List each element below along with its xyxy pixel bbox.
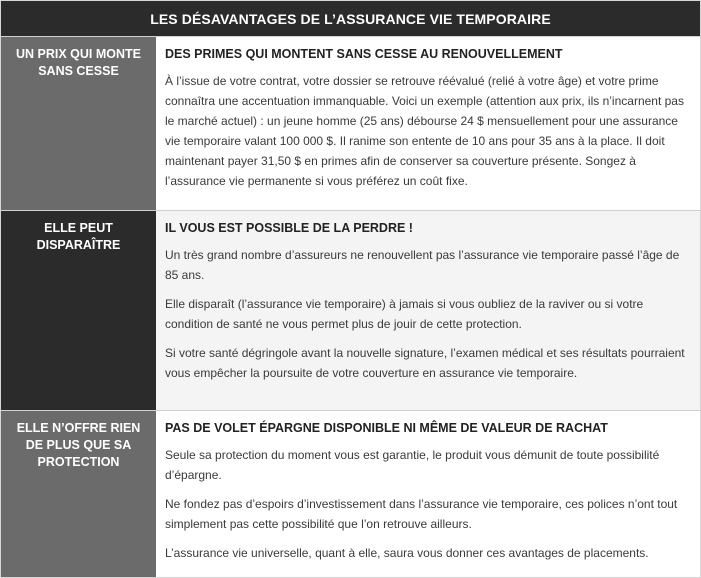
row-label: ELLE PEUT DISPARAÎTRE xyxy=(1,211,156,410)
row-label: UN PRIX QUI MONTE SANS CESSE xyxy=(1,37,156,210)
row-heading: DES PRIMES QUI MONTENT SANS CESSE AU RENOUVELLEMENT xyxy=(165,47,563,61)
row-paragraph: Ne fondez pas d’espoirs d’investissement dans l’assurance vie temporaire, ces polices n’ont tout simplement pas cette possibilité que l’on retrouve ailleurs. xyxy=(165,497,678,531)
table-row xyxy=(1,210,700,410)
table-title: LES DÉSAVANTAGES DE L’ASSURANCE VIE TEMPORAIRE xyxy=(1,1,700,36)
row-heading: PAS DE VOLET ÉPARGNE DISPONIBLE NI MÊME DE VALEUR DE RACHAT xyxy=(165,421,608,435)
row-content xyxy=(156,211,700,410)
row-label: ELLE N’OFFRE RIEN DE PLUS QUE SA PROTECTION xyxy=(1,411,156,577)
row-content xyxy=(156,411,700,577)
row-heading: IL VOUS EST POSSIBLE DE LA PERDRE ! xyxy=(165,221,413,235)
table-row xyxy=(1,36,700,210)
table-row xyxy=(1,410,700,577)
row-paragraph: Elle disparaît (l’assurance vie temporaire) à jamais si vous oubliez de la raviver ou si votre condition de santé ne vous permet plus de jouir de cette protection. xyxy=(165,297,644,331)
row-paragraph: L’assurance vie universelle, quant à elle, saura vous donner ces avantages de placements. xyxy=(165,546,649,560)
row-paragraph: Un très grand nombre d’assureurs ne renouvellent pas l’assurance vie temporaire passé l’âge de 85 ans. xyxy=(165,248,680,282)
row-paragraph: Seule sa protection du moment vous est garantie, le produit vous démunit de toute possibilité d’épargne. xyxy=(165,448,660,482)
row-content xyxy=(156,37,700,210)
row-paragraph: À l’issue de votre contrat, votre dossier se retrouve réévalué (relié à votre âge) et votre prime connaîtra une accentuation immanquable. Voici un exemple (attention aux prix, ils n’incarnent pas le marché actuel) : un jeune homme (25 ans) débourse 24 $ mensuellement pour une assurance vie temporaire valant 100 000 $. Il ranime son entente de 10 ans pour 35 ans à la place. Il doit maintenant payer 31,50 $ en primes afin de conserver sa couverture présente. Songez à l’assurance vie permanente si vous préférez un coût fixe. xyxy=(165,74,684,188)
row-paragraph: Si votre santé dégringole avant la nouvelle signature, l’examen médical et ses résultats pourraient vous empêcher la poursuite de votre couverture en assurance vie temporaire. xyxy=(165,346,685,380)
